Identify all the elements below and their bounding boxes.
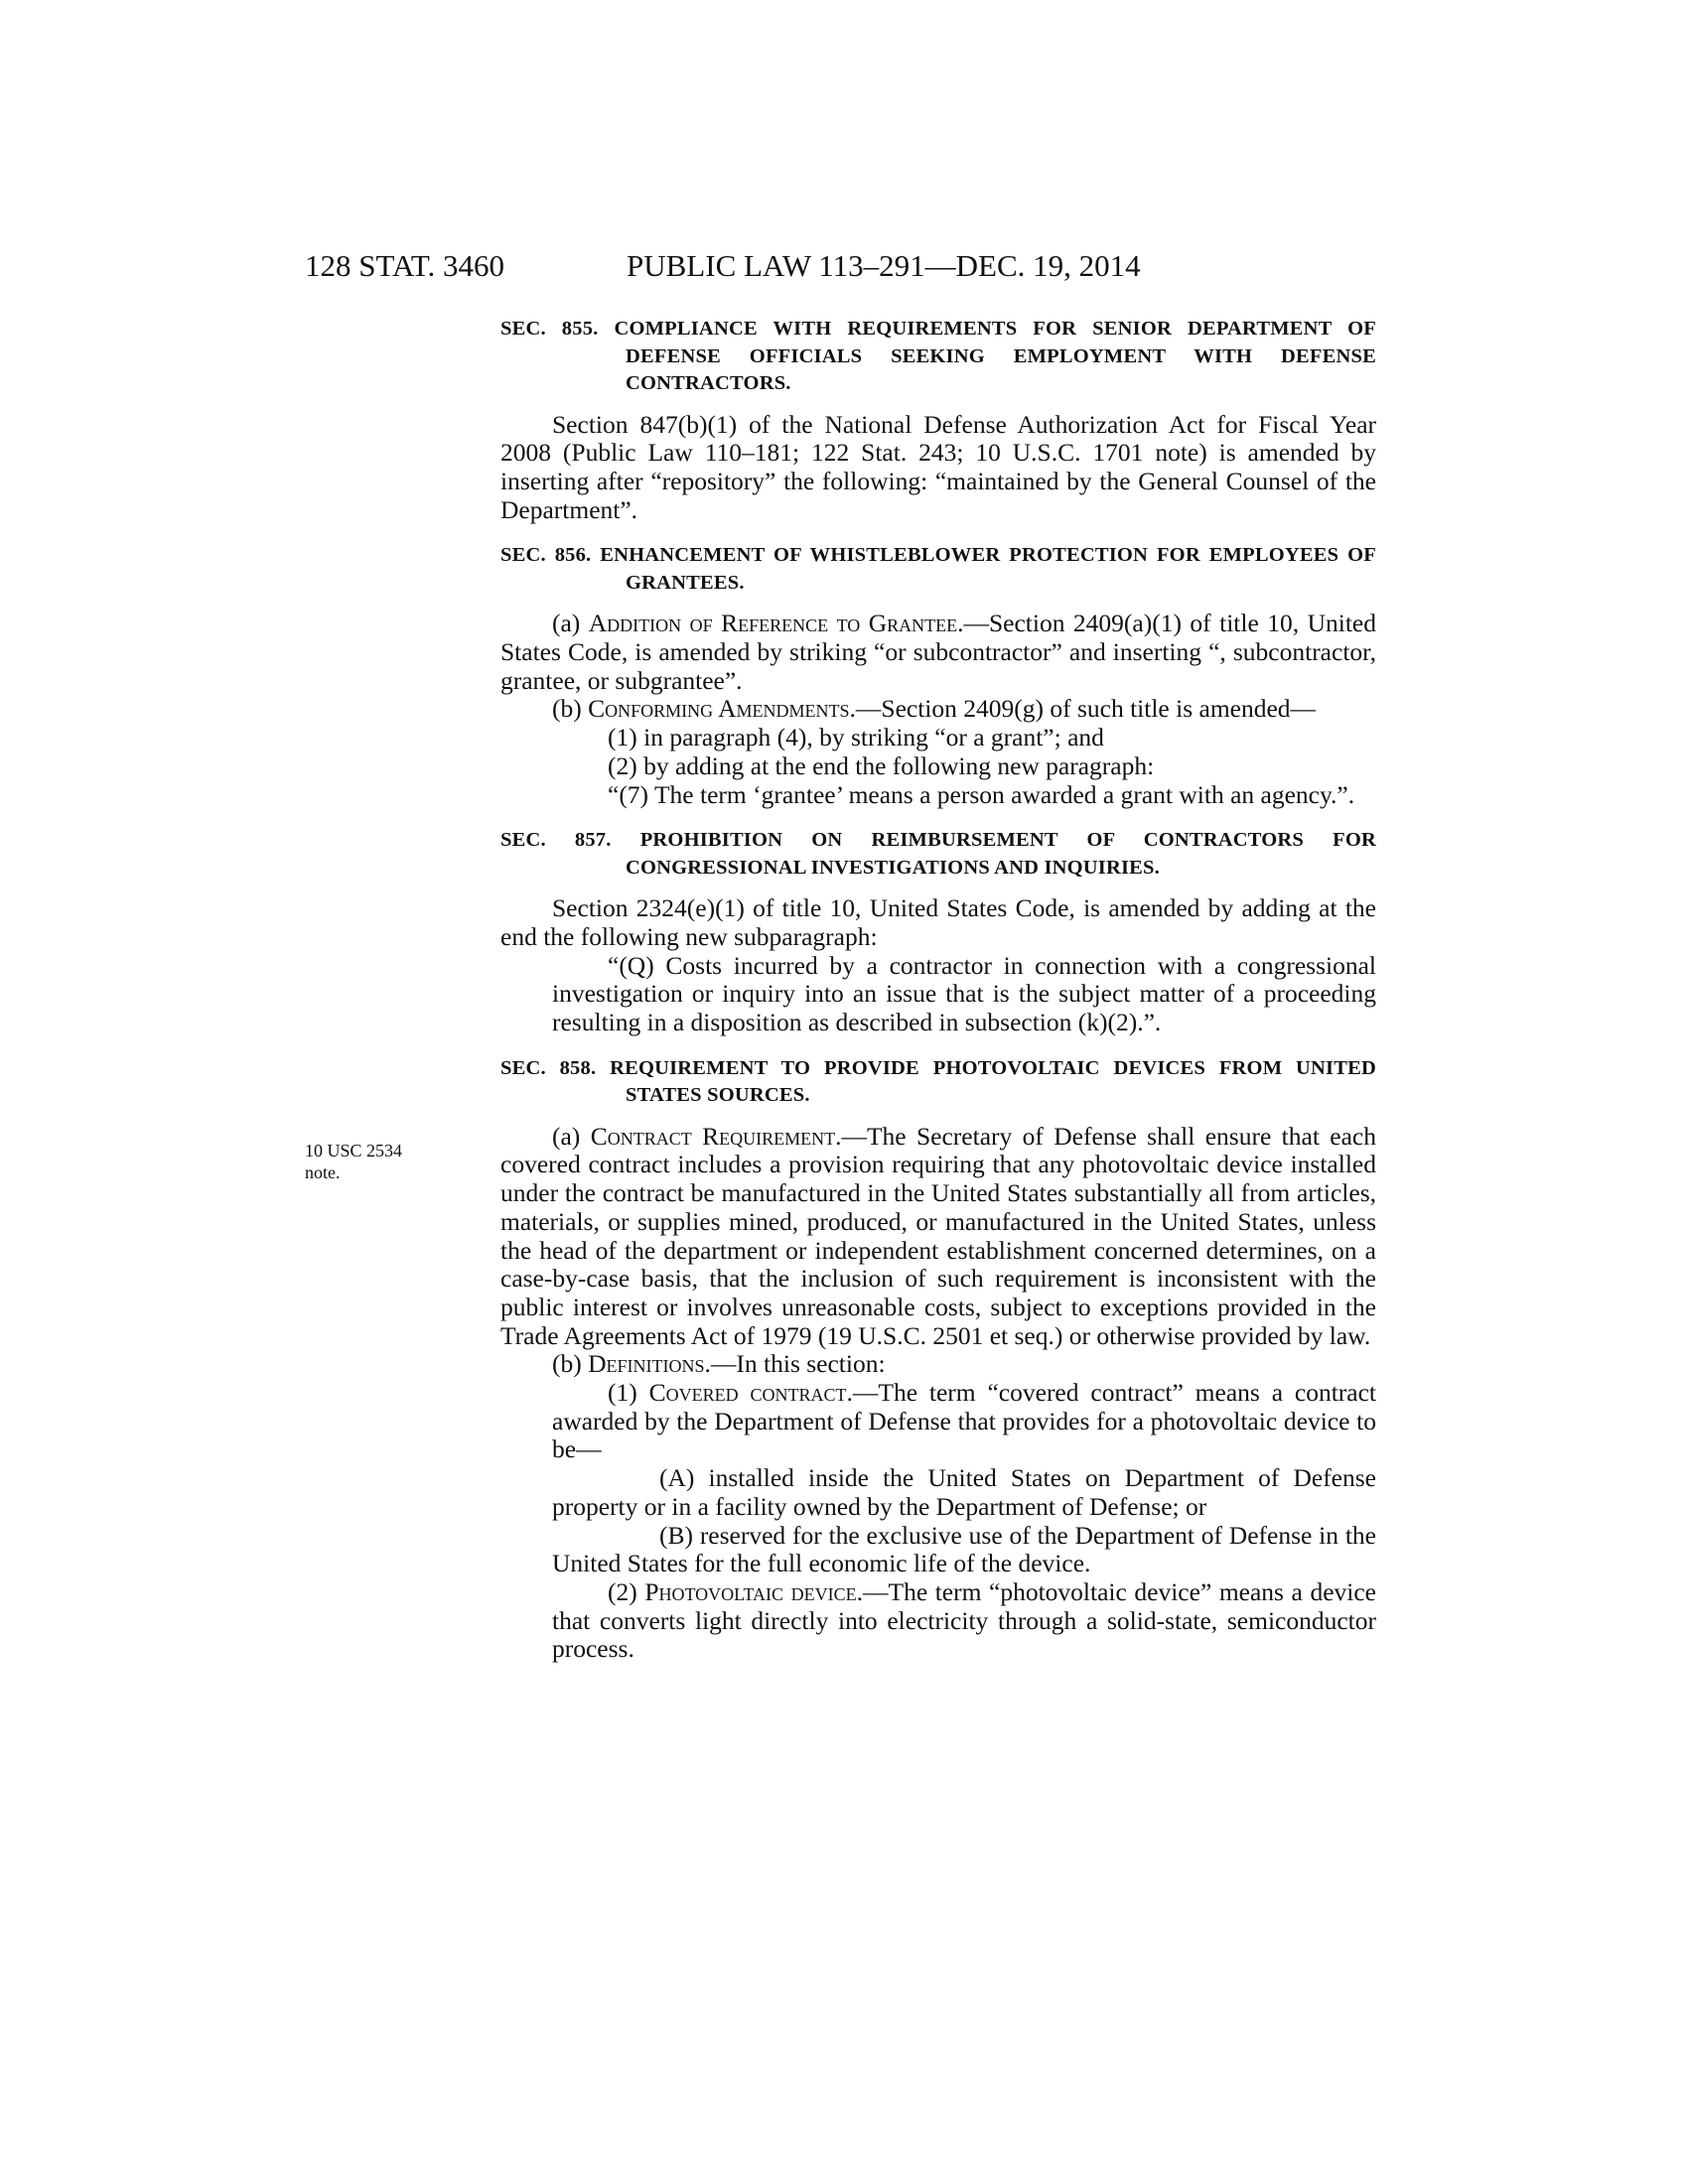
sec-856-b [500, 695, 1376, 724]
sec-858-b1-text: .—The term “covered contract” means a contract awarded by the Department of Defense that provides for a photovoltaic device to be— [552, 1378, 1377, 1464]
sec-856-a-caption: Addition of Reference to Grantee [588, 609, 958, 638]
sec-858-b1 [552, 1379, 1376, 1464]
sec-858-b2-text: .—The term “photovoltaic device” means a device that converts light directly into electricity through a solid-state, semiconductor process. [552, 1577, 1376, 1664]
sec-858-a-label: (a) [552, 1121, 591, 1151]
sec-855-body: Section 847(b)(1) of the National Defense Authorization Act for Fiscal Year 2008 (Public Law 110–181; 122 Stat. 243; 10 U.S.C. 1701 note) is amended by inserting after “repository” the following: “maintained by the General Counsel of the Department”. [500, 409, 1376, 524]
sec-856-item-2: (2) by adding at the end the following new paragraph: [608, 751, 1155, 780]
sec-856-b-label: (b) [552, 694, 589, 724]
sec-856-heading: SEC. 856. ENHANCEMENT OF WHISTLEBLOWER PROTECTION FOR EMPLOYEES OF GRANTEES. [500, 544, 1376, 594]
sec-856-a-text: .—Section 2409(a)(1) of title 10, United States Code, is amended by striking “or subcontractor” and inserting “, subcontractor, grantee, or subgrantee”. [500, 609, 1376, 695]
sec-856-a-label: (a) [552, 609, 589, 638]
sec-858-b-text: .—In this section: [704, 1349, 886, 1379]
sec-858-a [500, 1123, 1376, 1351]
sec-856-b-caption: Conforming Amendments [588, 694, 850, 724]
sec-858-b-caption: Definitions [588, 1349, 705, 1379]
sec-858-b1-B: (B) reserved for the exclusive use of the Department of Defense in the United States for the full economic life of the device. [552, 1520, 1376, 1578]
sec-858-heading: SEC. 858. REQUIREMENT TO PROVIDE PHOTOVOLTAIC DEVICES FROM UNITED STATES SOURCES. [500, 1056, 1376, 1107]
sec-856-b-text: .—Section 2409(g) of such title is amended— [849, 694, 1317, 724]
sec-858-a-text: .—The Secretary of Defense shall ensure that each covered contract includes a provision requiring that any photovoltaic device installed under the contract be manufactured in the United States substantially all from articles, materials, or supplies mined, produced, or manufactured in the United States, unless the head of the department or independent establishment concerned determines, on a case-by-case basis, that the inclusion of such requirement is inconsistent with the public interest or involves unreasonable costs, subject to exceptions provided in the Trade Agreements Act of 1979 (19 U.S.C. 2501 et seq.) or otherwise provided by law. [500, 1121, 1376, 1350]
stat-page-number: 128 STAT. 3460 [305, 248, 505, 283]
sec-857-body: Section 2324(e)(1) of title 10, United States Code, is amended by adding at the end the following new subparagraph: [500, 893, 1376, 951]
sec-858-b [500, 1350, 1376, 1379]
sec-858-b-label: (b) [552, 1349, 589, 1379]
body-column [500, 316, 1376, 1664]
sec-858-a-caption: Contract Requirement [590, 1121, 836, 1151]
law-and-date: PUBLIC LAW 113–291—DEC. 19, 2014 [627, 248, 1141, 283]
sec-857-heading: SEC. 857. PROHIBITION ON REIMBURSEMENT OF CONTRACTORS FOR CONGRESSIONAL INVESTIGATIONS AND INQUIRIES. [500, 829, 1376, 879]
sec-858-b2-label: (2) [608, 1577, 645, 1606]
sec-858-b1-label: (1) [608, 1378, 649, 1408]
sec-858-b1-caption: Covered contract [648, 1378, 847, 1408]
marginal-note-line1: 10 USC 2534 [305, 1141, 403, 1160]
sec-857-quote: “(Q) Costs incurred by a contractor in connection with a congressional investigation or inquiry into an issue that is the subject matter of a proceeding resulting in a disposition as described in subsection (k)(2).”. [552, 950, 1376, 1037]
sec-858-b2 [552, 1578, 1376, 1664]
sec-858-b2-caption: Photovoltaic device [644, 1577, 857, 1606]
sec-856-a [500, 610, 1376, 695]
sec-856-item-1: (1) in paragraph (4), by striking “or a grant”; and [608, 723, 1104, 752]
sec-855-heading: SEC. 855. COMPLIANCE WITH REQUIREMENTS FOR SENIOR DEPARTMENT OF DEFENSE OFFICIALS SEEKING EMPLOYMENT WITH DEFENSE CONTRACTORS. [500, 318, 1376, 394]
sec-858-b1-A: (A) installed inside the United States on Department of Defense property or in a facility owned by the Department of Defense; or [552, 1463, 1376, 1521]
marginal-note [305, 1140, 434, 1183]
marginal-note-line2: note. [305, 1162, 341, 1182]
sec-856-item-2-quote: “(7) The term ‘grantee’ means a person awarded a grant with an agency.”. [608, 779, 1355, 809]
running-head [305, 244, 1377, 288]
